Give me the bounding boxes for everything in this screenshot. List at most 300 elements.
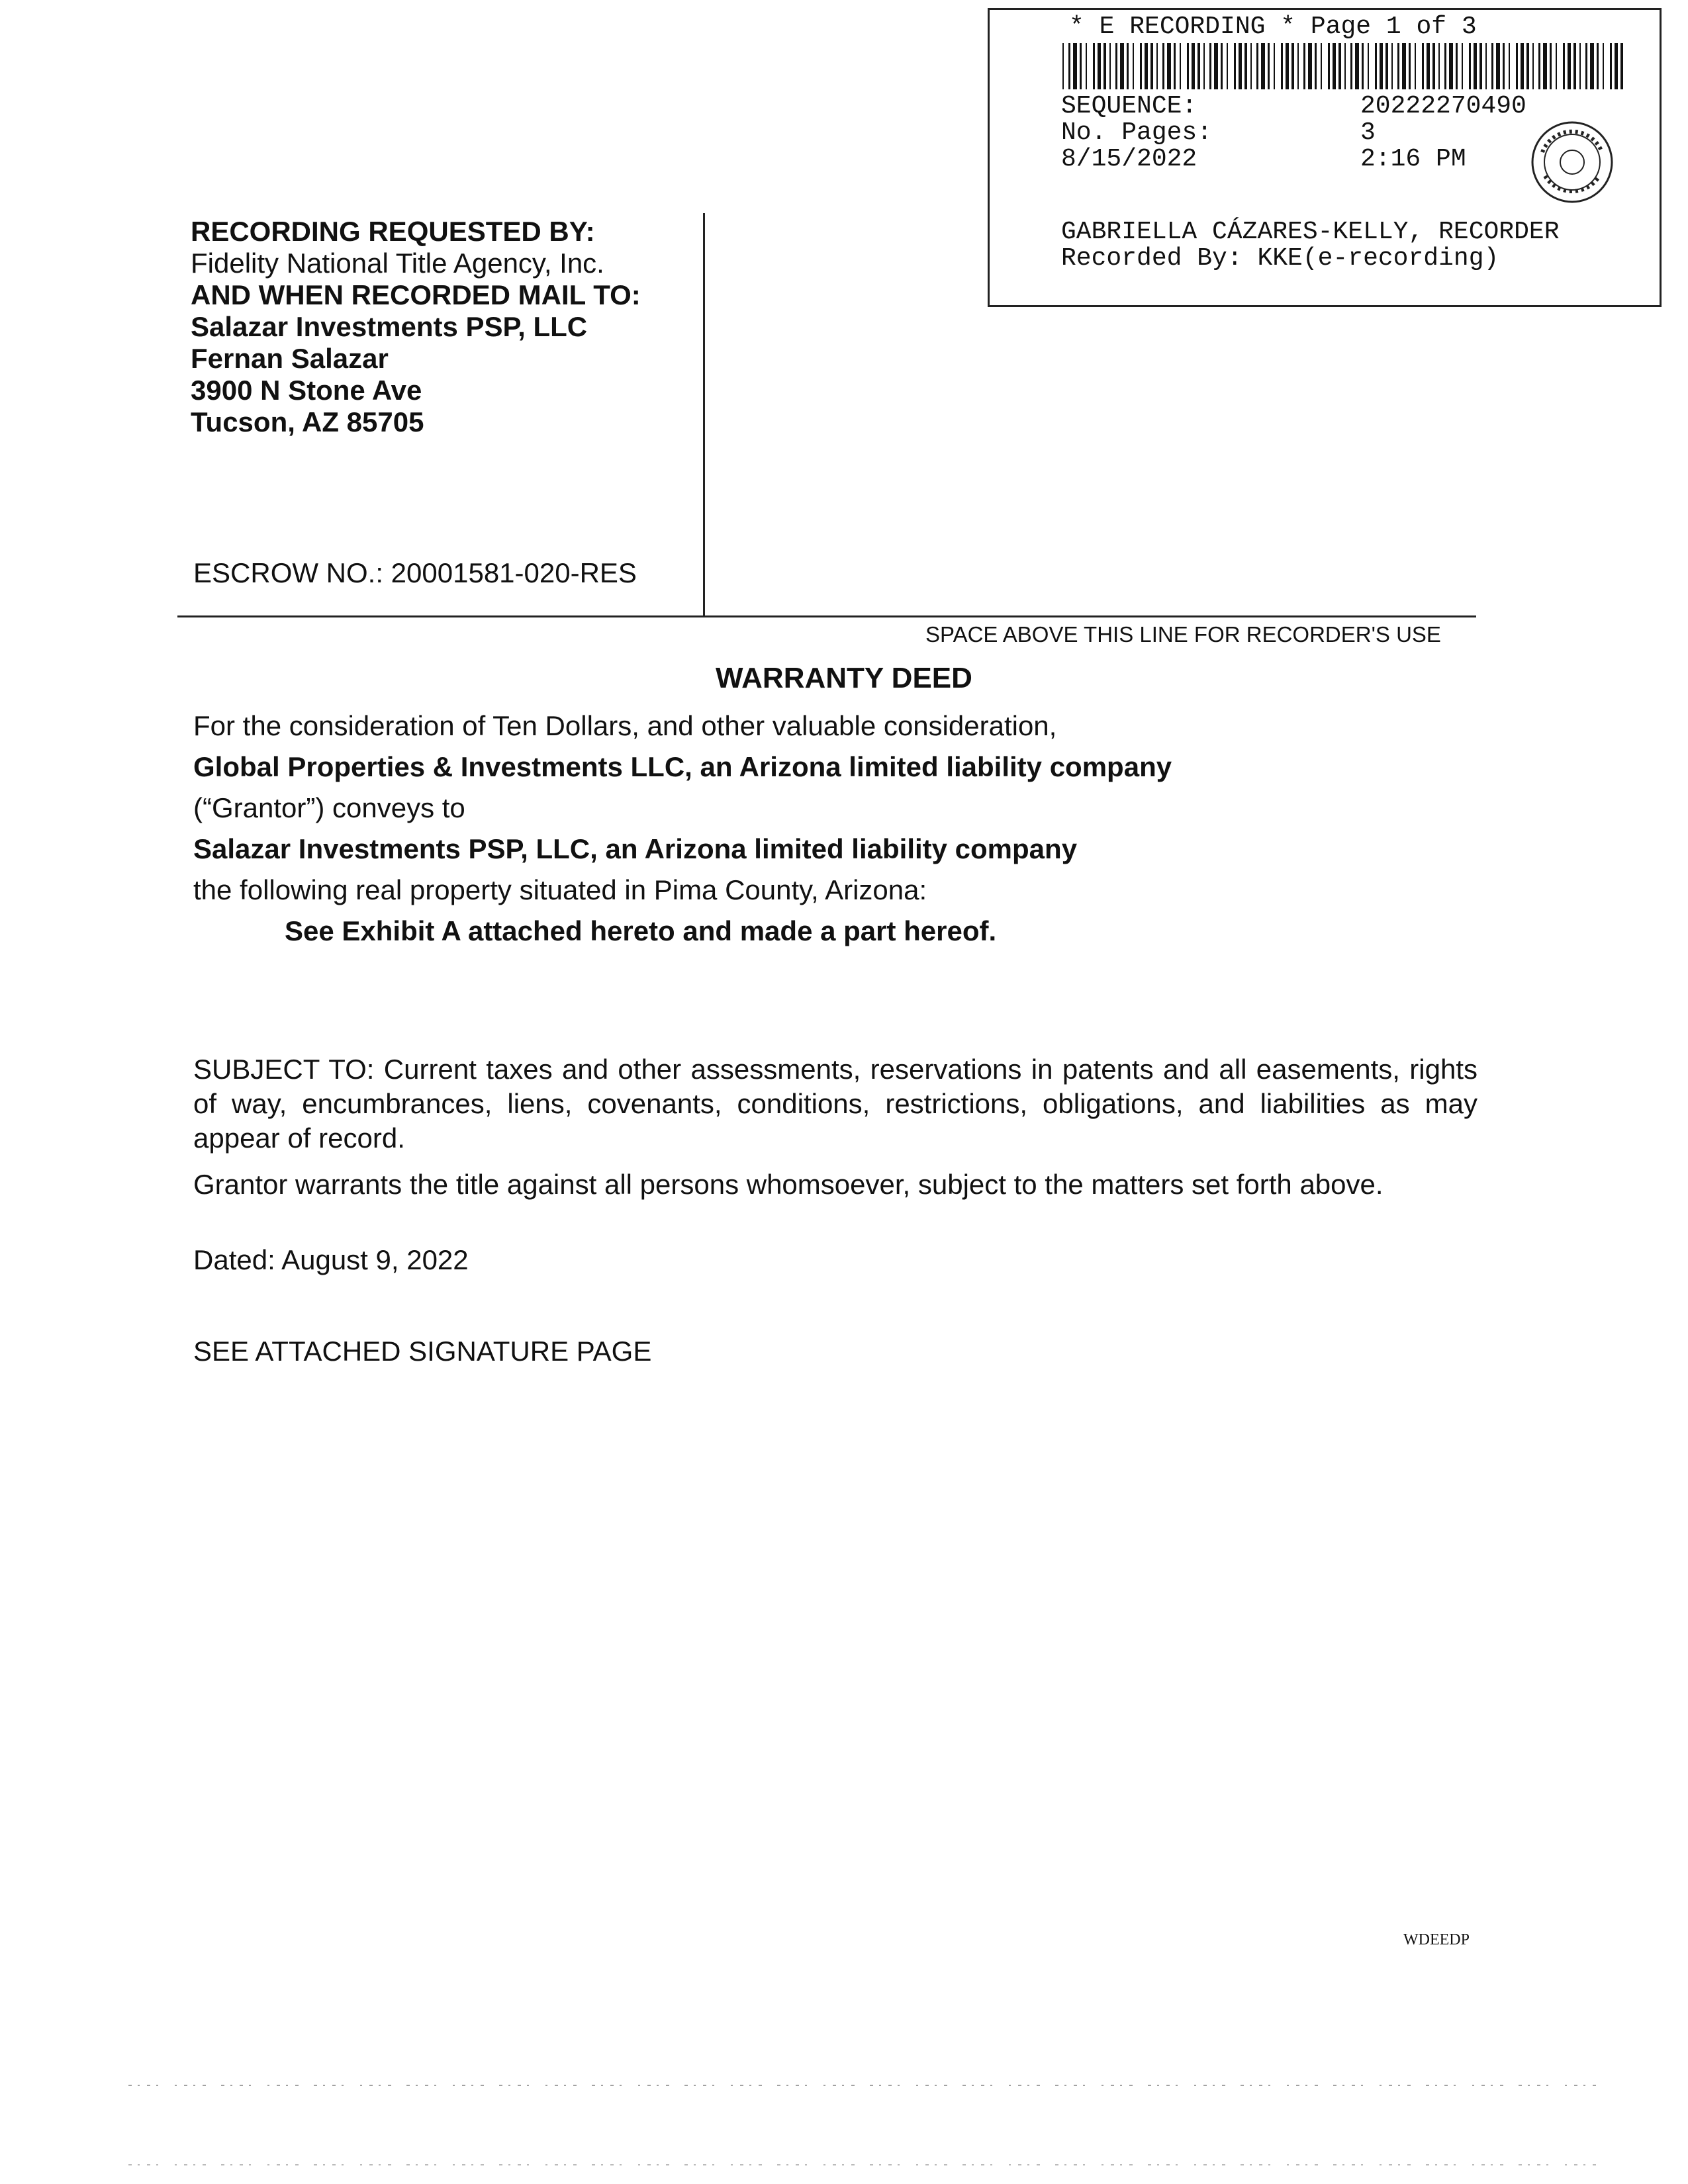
scan-speck	[823, 2164, 825, 2165]
scan-speck	[1519, 2085, 1522, 2086]
scan-speck	[1574, 2085, 1577, 2086]
scan-speck	[369, 2164, 373, 2165]
scan-speck	[499, 2164, 502, 2165]
barcode-bar	[1315, 43, 1317, 89]
scan-speck	[286, 2085, 288, 2086]
scan-speck	[314, 2085, 317, 2086]
scan-speck	[740, 2085, 743, 2086]
scan-speck	[453, 2164, 455, 2165]
scan-speck	[388, 2085, 391, 2086]
scan-speck	[1435, 2164, 1437, 2165]
scan-speck	[916, 2085, 918, 2086]
scan-speck	[823, 2085, 825, 2086]
scan-speck	[249, 2164, 251, 2165]
scan-speck	[1342, 2164, 1344, 2165]
scan-speck	[1491, 2164, 1493, 2165]
stamp-header: * E RECORDING * Page 1 of 3	[1069, 13, 1477, 41]
mail-to-line: 3900 N Stone Ave	[191, 375, 422, 406]
scan-speck	[342, 2085, 344, 2086]
scan-speck	[527, 2085, 529, 2086]
barcode-bar	[1261, 43, 1265, 89]
barcode-bar	[1333, 43, 1336, 89]
scan-speck	[898, 2164, 900, 2165]
scan-speck	[638, 2164, 640, 2165]
scan-speck	[1315, 2164, 1318, 2165]
scan-speck	[1528, 2164, 1530, 2165]
dated-line: Dated: August 9, 2022	[193, 1244, 469, 1275]
scan-speck	[879, 2085, 881, 2086]
barcode-bar	[1274, 43, 1275, 89]
scan-speck	[1176, 2164, 1178, 2165]
barcode-bar	[1550, 43, 1552, 89]
barcode-bar	[1291, 43, 1294, 89]
scan-speck	[1481, 2085, 1485, 2086]
requested-by-label: RECORDING REQUESTED BY:	[191, 216, 595, 247]
scan-speck	[833, 2164, 836, 2165]
scan-speck	[1454, 2085, 1456, 2086]
scan-speck	[981, 2164, 984, 2165]
scan-speck	[369, 2085, 373, 2086]
scan-speck	[156, 2085, 158, 2086]
scan-speck	[128, 2164, 132, 2165]
scan-speck	[1296, 2164, 1299, 2165]
grantee-name: Salazar Investments PSP, LLC, an Arizona limited liability company	[193, 833, 1078, 864]
scan-speck	[277, 2164, 280, 2165]
scan-speck	[295, 2164, 299, 2165]
scan-speck	[694, 2085, 696, 2086]
barcode-bar	[1115, 43, 1117, 89]
scan-speck	[1500, 2164, 1503, 2165]
scan-speck	[1361, 2085, 1363, 2086]
scan-speck	[1537, 2085, 1540, 2086]
document-title: WARRANTY DEED	[716, 662, 972, 694]
barcode-bar	[1145, 43, 1148, 89]
scan-speck	[332, 2085, 336, 2086]
barcode-bar	[1579, 43, 1581, 89]
scan-speck	[601, 2085, 603, 2086]
scan-speck	[1241, 2164, 1244, 2165]
scan-speck	[1407, 2164, 1411, 2165]
scan-speck	[1259, 2085, 1262, 2086]
scan-speck	[990, 2085, 992, 2086]
barcode-bar	[1391, 43, 1393, 89]
scan-speck	[925, 2085, 929, 2086]
scan-speck	[481, 2164, 484, 2165]
scan-speck	[1157, 2085, 1159, 2086]
barcode-bar	[1526, 43, 1529, 89]
scan-speck	[434, 2085, 436, 2086]
scan-speck	[342, 2164, 344, 2165]
scan-speck	[1333, 2085, 1336, 2086]
scan-speck	[1018, 2085, 1021, 2086]
scan-speck	[1268, 2085, 1270, 2086]
scan-speck	[175, 2085, 177, 2086]
recorder-use-note: SPACE ABOVE THIS LINE FOR RECORDER'S USE	[925, 622, 1441, 647]
scan-speck	[962, 2085, 966, 2086]
scan-speck	[1213, 2164, 1215, 2165]
scan-speck	[1444, 2164, 1448, 2165]
scan-speck	[555, 2164, 558, 2165]
barcode-bar	[1585, 43, 1587, 89]
barcode-bar	[1556, 43, 1557, 89]
barcode-bar	[1563, 43, 1565, 89]
escrow-number: ESCROW NO.: 20001581-020-RES	[193, 557, 637, 588]
barcode-bar	[1385, 43, 1388, 89]
scan-speck	[527, 2164, 529, 2165]
scan-speck	[1111, 2085, 1114, 2086]
recorder-use-line	[177, 615, 1476, 617]
barcode-bar	[1444, 43, 1446, 89]
scan-speck	[221, 2085, 224, 2086]
scan-speck	[657, 2085, 659, 2086]
barcode-bar	[1133, 43, 1134, 89]
scan-speck	[323, 2164, 325, 2165]
barcode-bar	[1456, 43, 1458, 89]
scan-speck	[944, 2164, 947, 2165]
barcode-bar	[1221, 43, 1223, 89]
barcode-bar	[1127, 43, 1129, 89]
scan-speck	[545, 2085, 547, 2086]
scan-speck	[471, 2164, 473, 2165]
barcode-bar	[1197, 43, 1200, 89]
barcode-bar	[1156, 43, 1158, 89]
scan-speck	[1593, 2085, 1596, 2086]
property-line: the following real property situated in Pima County, Arizona:	[193, 874, 927, 905]
scan-speck	[1574, 2164, 1577, 2165]
scan-speck	[175, 2164, 177, 2165]
scan-speck	[1166, 2085, 1170, 2086]
scan-speck	[851, 2085, 855, 2086]
barcode-bar	[1308, 43, 1312, 89]
scan-speck	[1565, 2164, 1567, 2165]
barcode-bar	[1068, 43, 1070, 89]
scan-speck	[888, 2164, 892, 2165]
barcode-bar	[1080, 43, 1082, 89]
scan-speck	[601, 2164, 603, 2165]
barcode-bar	[1109, 43, 1111, 89]
scan-speck	[1241, 2085, 1244, 2086]
mail-to-label: AND WHEN RECORDED MAIL TO:	[191, 279, 641, 310]
barcode-bar	[1479, 43, 1482, 89]
barcode-bar	[1234, 43, 1236, 89]
scan-speck	[1213, 2085, 1215, 2086]
deed-body	[193, 705, 1477, 952]
barcode-bar	[1503, 43, 1505, 89]
scan-speck	[184, 2085, 187, 2086]
recording-requested-block	[191, 216, 641, 438]
scan-speck	[1148, 2164, 1151, 2165]
recorder-stamp	[988, 8, 1662, 307]
scan-speck	[230, 2164, 232, 2165]
barcode-bar	[1167, 43, 1171, 89]
record-date: 8/15/2022	[1061, 145, 1197, 173]
scan-speck	[1055, 2164, 1058, 2165]
scan-speck	[916, 2164, 918, 2165]
scan-speck	[888, 2085, 892, 2086]
scan-speck	[1102, 2085, 1103, 2086]
form-code: WDEEDP	[1403, 1931, 1470, 1948]
exhibit-reference: See Exhibit A attached hereto and made a part hereof.	[285, 915, 997, 946]
scan-speck	[1037, 2164, 1040, 2165]
barcode-bar	[1409, 43, 1411, 89]
barcode-bar	[1239, 43, 1242, 89]
barcode-bar	[1427, 43, 1430, 89]
barcode-bar	[1103, 43, 1106, 89]
barcode-bar	[1268, 43, 1270, 89]
scan-speck	[1546, 2085, 1548, 2086]
scan-speck	[1389, 2085, 1392, 2086]
scan-speck	[962, 2164, 966, 2165]
scan-speck	[555, 2085, 558, 2086]
barcode-bar	[1402, 43, 1406, 89]
scan-speck	[972, 2164, 974, 2165]
scan-speck	[1472, 2164, 1474, 2165]
scan-speck	[1083, 2164, 1085, 2165]
scan-speck	[1528, 2085, 1530, 2086]
barcode-bar	[1610, 43, 1612, 89]
warranty-paragraph: Grantor warrants the title against all persons whomsoever, subject to the matters set forth above.	[193, 1169, 1383, 1200]
barcode-bar	[1397, 43, 1399, 89]
barcode-bar	[1474, 43, 1477, 89]
barcode-bar	[1093, 43, 1095, 89]
pages-label: No. Pages:	[1061, 118, 1213, 147]
scan-speck	[1305, 2164, 1307, 2165]
scan-speck	[1250, 2085, 1252, 2086]
scan-speck	[1519, 2164, 1522, 2165]
scan-speck	[1435, 2085, 1437, 2086]
scan-speck	[731, 2164, 733, 2165]
scan-speck	[416, 2164, 418, 2165]
signature-page-note: SEE ATTACHED SIGNATURE PAGE	[193, 1336, 652, 1367]
scan-speck	[1305, 2085, 1307, 2086]
scan-speck	[935, 2085, 937, 2086]
barcode-bar	[1120, 43, 1124, 89]
scan-speck	[879, 2164, 881, 2165]
barcode-bar	[1150, 43, 1153, 89]
scan-speck	[203, 2164, 206, 2165]
recorder-name: GABRIELLA CÁZARES-KELLY, RECORDER	[1061, 218, 1560, 246]
scan-speck	[666, 2085, 669, 2086]
scan-speck	[610, 2085, 614, 2086]
scan-speck	[147, 2085, 150, 2086]
scan-speck	[1398, 2085, 1400, 2086]
barcode-bar	[1615, 43, 1618, 89]
scan-speck	[1222, 2164, 1225, 2165]
scan-speck	[221, 2164, 224, 2165]
barcode-bar	[1140, 43, 1142, 89]
barcode-bar	[1086, 43, 1087, 89]
county-recorder-seal-icon	[1529, 119, 1615, 205]
barcode-bar	[1256, 43, 1258, 89]
scan-speck	[425, 2085, 428, 2086]
scan-speck	[1426, 2085, 1429, 2086]
scan-speck	[1454, 2164, 1456, 2165]
barcode-bar	[1338, 43, 1341, 89]
scan-speck	[1009, 2085, 1011, 2086]
scan-speck	[240, 2164, 243, 2165]
scan-speck	[981, 2085, 984, 2086]
scan-speck	[1203, 2164, 1207, 2165]
scan-speck	[1315, 2085, 1318, 2086]
scan-speck	[1111, 2164, 1114, 2165]
scan-speck	[138, 2085, 140, 2086]
scan-speck	[249, 2085, 251, 2086]
scan-speck	[425, 2164, 428, 2165]
barcode-bar	[1209, 43, 1211, 89]
scan-speck	[1064, 2164, 1066, 2165]
barcode-bar	[1350, 43, 1352, 89]
scan-speck	[1380, 2085, 1382, 2086]
scan-speck	[1546, 2164, 1548, 2165]
scan-speck	[1203, 2085, 1207, 2086]
scan-speck	[805, 2085, 807, 2086]
barcode-bar	[1297, 43, 1299, 89]
scan-speck	[518, 2085, 521, 2086]
scan-speck	[286, 2164, 288, 2165]
scan-speck	[573, 2164, 577, 2165]
scan-speck	[1565, 2085, 1567, 2086]
scan-speck	[332, 2164, 336, 2165]
scan-speck	[1361, 2164, 1363, 2165]
scan-speck	[1287, 2164, 1289, 2165]
scan-speck	[1176, 2085, 1178, 2086]
scan-speck	[1222, 2085, 1225, 2086]
scan-speck	[731, 2085, 733, 2086]
scan-speck	[851, 2164, 855, 2165]
scan-speck	[1444, 2085, 1448, 2086]
mail-to-line: Tucson, AZ 85705	[191, 406, 424, 437]
vertical-divider	[703, 213, 705, 617]
scan-speck	[379, 2085, 381, 2086]
scan-speck	[545, 2164, 547, 2165]
scan-speck	[1120, 2085, 1122, 2086]
scan-speck	[193, 2085, 195, 2086]
scan-speck	[1500, 2085, 1503, 2086]
scan-speck	[1593, 2164, 1596, 2165]
scan-speck	[1120, 2164, 1122, 2165]
barcode-bar	[1286, 43, 1289, 89]
scan-speck	[1259, 2164, 1262, 2165]
scan-speck	[786, 2085, 788, 2086]
barcode-bar	[1321, 43, 1322, 89]
scan-speck	[462, 2164, 465, 2165]
scan-speck	[1268, 2164, 1270, 2165]
barcode-bar	[1227, 43, 1228, 89]
barcode-bar	[1516, 43, 1518, 89]
scan-speck	[805, 2164, 807, 2165]
scan-speck	[694, 2164, 696, 2165]
scan-speck	[666, 2164, 669, 2165]
scan-speck	[1287, 2085, 1289, 2086]
scan-speck	[592, 2164, 595, 2165]
scan-speck	[1074, 2164, 1077, 2165]
scan-speck	[972, 2085, 974, 2086]
scan-speck	[1166, 2164, 1170, 2165]
scan-speck	[314, 2164, 317, 2165]
barcode-bar	[1485, 43, 1487, 89]
barcode-bar	[1174, 43, 1176, 89]
barcode-bar	[1449, 43, 1453, 89]
barcode-bar	[1521, 43, 1524, 89]
scan-speck	[1037, 2085, 1040, 2086]
scan-speck	[740, 2164, 743, 2165]
barcode-bar	[1491, 43, 1493, 89]
scan-speck	[684, 2164, 688, 2165]
scan-speck	[360, 2085, 362, 2086]
scan-speck	[379, 2164, 381, 2165]
barcode-bar	[1192, 43, 1195, 89]
scan-speck	[620, 2085, 622, 2086]
barcode-bar	[1462, 43, 1463, 89]
scan-speck	[703, 2085, 706, 2086]
scan-speck	[508, 2164, 510, 2165]
barcode-bar	[1496, 43, 1500, 89]
scan-speck	[267, 2085, 269, 2086]
scan-speck	[508, 2085, 510, 2086]
scan-speck	[1009, 2164, 1011, 2165]
scan-speck	[1018, 2164, 1021, 2165]
barcode-bar	[1469, 43, 1471, 89]
scan-speck	[564, 2164, 566, 2165]
scan-speck	[1157, 2164, 1159, 2165]
scan-speck	[944, 2085, 947, 2086]
scan-speck	[1352, 2164, 1355, 2165]
scan-speck	[1481, 2164, 1485, 2165]
scan-speck	[777, 2085, 780, 2086]
scan-artifacts	[0, 2065, 1688, 2184]
barcode-bar	[1573, 43, 1576, 89]
recorded-by: Recorded By: KKE(e-recording)	[1061, 244, 1499, 273]
barcode-bar	[1162, 43, 1164, 89]
barcode-bar	[1073, 43, 1077, 89]
scan-speck	[592, 2085, 595, 2086]
mail-to-line: Salazar Investments PSP, LLC	[191, 311, 588, 342]
scan-speck	[1389, 2164, 1392, 2165]
pages-value: 3	[1360, 118, 1376, 147]
scan-speck	[323, 2085, 325, 2086]
scan-speck	[777, 2164, 780, 2165]
scan-speck	[434, 2164, 436, 2165]
scan-speck	[935, 2164, 937, 2165]
scan-speck	[759, 2085, 762, 2086]
scan-speck	[1102, 2164, 1103, 2165]
barcode-bar	[1281, 43, 1283, 89]
barcode-bar	[1603, 43, 1604, 89]
barcode-bar	[1590, 43, 1594, 89]
scan-speck	[1380, 2164, 1382, 2165]
scan-speck	[1027, 2085, 1029, 2086]
scan-speck	[870, 2085, 873, 2086]
scan-speck	[749, 2164, 751, 2165]
scan-speck	[295, 2085, 299, 2086]
scan-speck	[471, 2085, 473, 2086]
scan-speck	[796, 2085, 799, 2086]
barcode-bar	[1203, 43, 1205, 89]
barcode-bar	[1098, 43, 1101, 89]
barcode	[1062, 43, 1625, 89]
scan-speck	[712, 2164, 714, 2165]
barcode-bar	[1422, 43, 1424, 89]
barcode-bar	[1509, 43, 1510, 89]
scan-speck	[898, 2085, 900, 2086]
barcode-bar	[1214, 43, 1218, 89]
scan-speck	[833, 2085, 836, 2086]
scan-speck	[842, 2085, 844, 2086]
barcode-bar	[1375, 43, 1377, 89]
scan-speck	[1194, 2164, 1196, 2165]
scan-speck	[462, 2085, 465, 2086]
scan-speck	[647, 2085, 651, 2086]
